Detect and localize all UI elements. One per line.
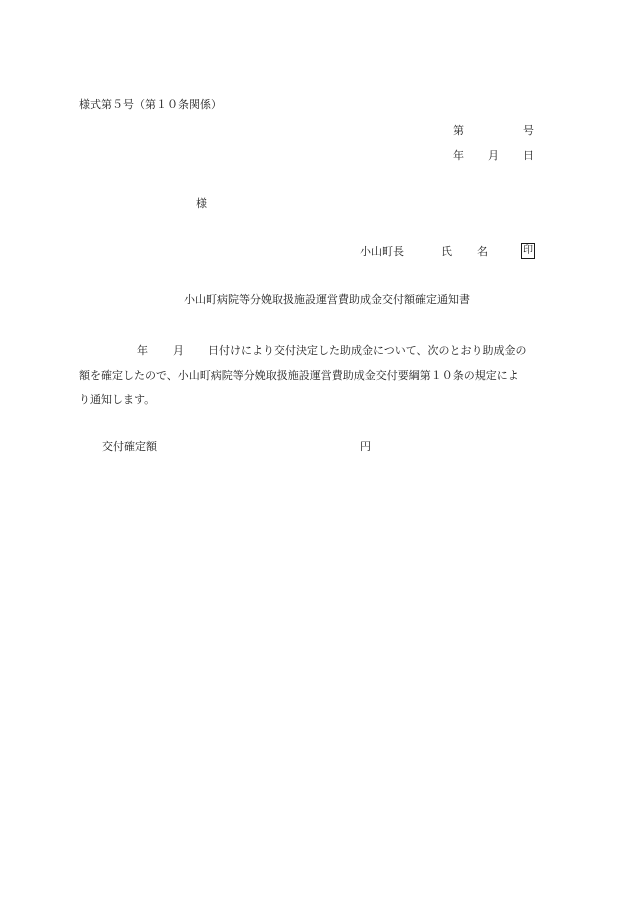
form-number: 様式第５号（第１０条関係） xyxy=(79,98,222,111)
body-line-3: り通知します。 xyxy=(79,393,156,406)
issuer-name-label-1: 氏 xyxy=(441,245,452,258)
amount-label: 交付確定額 xyxy=(102,440,157,453)
issuer-title: 小山町長 xyxy=(360,245,404,258)
document-number-prefix: 第 xyxy=(453,124,464,137)
seal-mark: 印 xyxy=(521,243,535,259)
amount-unit: 円 xyxy=(360,440,371,453)
document-title: 小山町病院等分娩取扱施設運営費助成金交付額確定通知書 xyxy=(184,293,470,306)
document-number-suffix: 号 xyxy=(523,124,534,137)
body-line-1: 日付けにより交付決定した助成金について、次のとおり助成金の xyxy=(208,344,527,357)
issuer-name-label-2: 名 xyxy=(477,245,488,258)
date-month-label: 月 xyxy=(488,149,499,162)
date-day-label: 日 xyxy=(523,149,534,162)
body-line-2: 額を確定したので、小山町病院等分娩取扱施設運営費助成金交付要綱第１０条の規定によ xyxy=(79,369,519,382)
body-month-label: 月 xyxy=(173,344,184,357)
body-year-label: 年 xyxy=(137,344,148,357)
addressee-honorific: 様 xyxy=(196,197,207,210)
date-year-label: 年 xyxy=(453,149,464,162)
